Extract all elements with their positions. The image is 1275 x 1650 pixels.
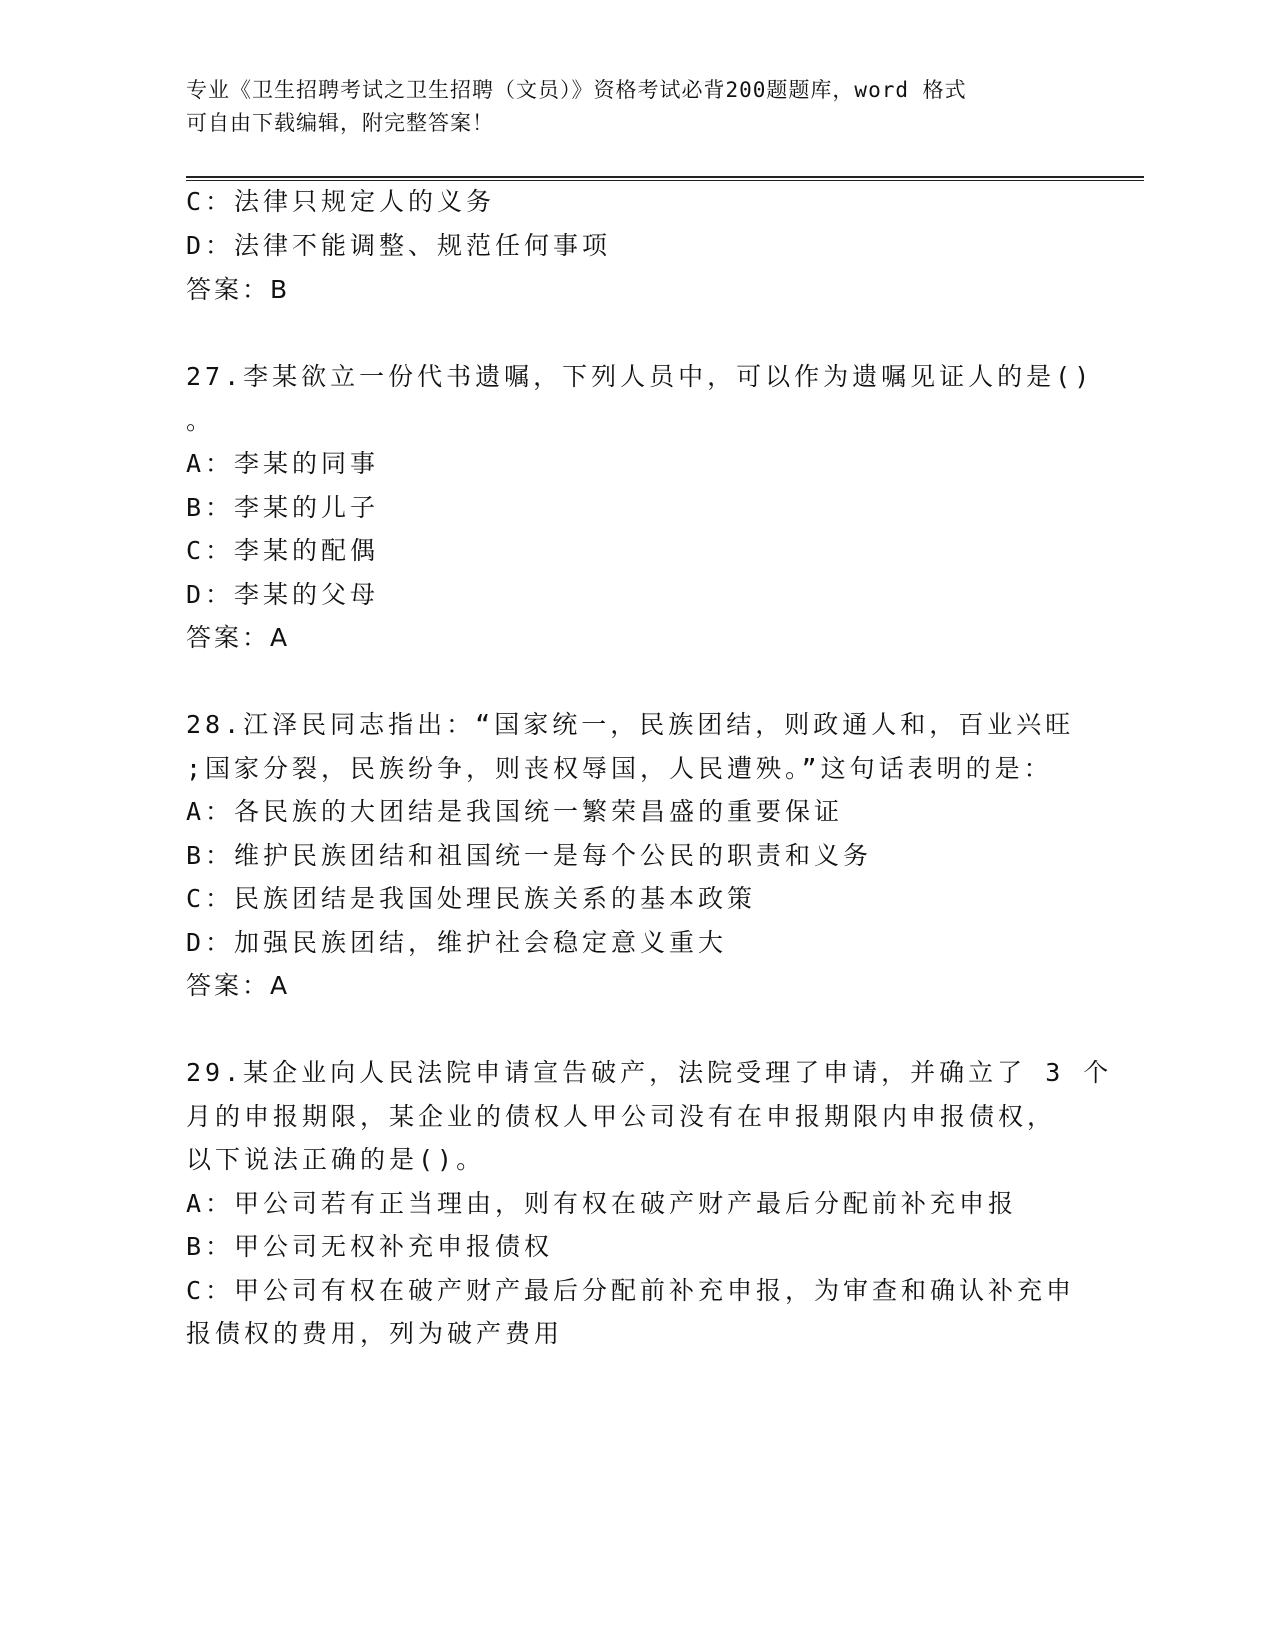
option-d: D：法律不能调整、规范任何事项 xyxy=(186,231,612,260)
answer: 答案：A xyxy=(186,971,291,1000)
question-stem-line: 月的申报期限，某企业的债权人甲公司没有在申报期限内申报债权， xyxy=(186,1102,1057,1131)
option-d: D：李某的父母 xyxy=(186,580,380,609)
option-d: D：加强民族团结，维护社会稳定意义重大 xyxy=(186,928,728,957)
option-b: B：维护民族团结和祖国统一是每个公民的职责和义务 xyxy=(186,841,873,870)
option-a: A：李某的同事 xyxy=(186,449,380,478)
question-stem-line: 29.某企业向人民法院申请宣告破产，法院受理了申请，并确立了 3 个 xyxy=(186,1058,1113,1087)
header-line-1: 专业《卫生招聘考试之卫生招聘（文员）》资格考试必背200题题库，word 格式 xyxy=(186,78,967,102)
question-stem-line: ;国家分裂，民族纷争，则丧权辱国，人民遭殃。”这句话表明的是： xyxy=(186,754,1053,783)
question-stem-line: 27.李某欲立一份代书遗嘱，下列人员中，可以作为遗嘱见证人的是() xyxy=(186,362,1094,391)
header-text xyxy=(186,74,1086,140)
question-stem-line: 28.江泽民同志指出：“国家统一，民族团结，则政通人和，百业兴旺 xyxy=(186,710,1075,739)
option-c: C：李某的配偶 xyxy=(186,536,380,565)
option-a: A：甲公司若有正当理由，则有权在破产财产最后分配前补充申报 xyxy=(186,1189,1018,1218)
answer: 答案：A xyxy=(186,623,291,652)
option-c-continued: 报债权的费用，列为破产费用 xyxy=(186,1319,564,1348)
header-divider xyxy=(186,176,1144,181)
header-line-2: 可自由下载编辑，附完整答案！ xyxy=(186,111,494,135)
option-c: C：甲公司有权在破产财产最后分配前补充申报，为审查和确认补充申 xyxy=(186,1276,1076,1305)
option-b: B：甲公司无权补充申报债权 xyxy=(186,1232,554,1261)
option-c: C：民族团结是我国处理民族关系的基本政策 xyxy=(186,884,757,913)
question-stem-line: 以下说法正确的是()。 xyxy=(186,1145,486,1174)
answer: 答案：B xyxy=(186,275,291,304)
option-b: B：李某的儿子 xyxy=(186,493,380,522)
option-c: C：法律只规定人的义务 xyxy=(186,187,496,216)
option-a: A：各民族的大团结是我国统一繁荣昌盛的重要保证 xyxy=(186,797,844,826)
question-stem-line: 。 xyxy=(186,406,216,435)
